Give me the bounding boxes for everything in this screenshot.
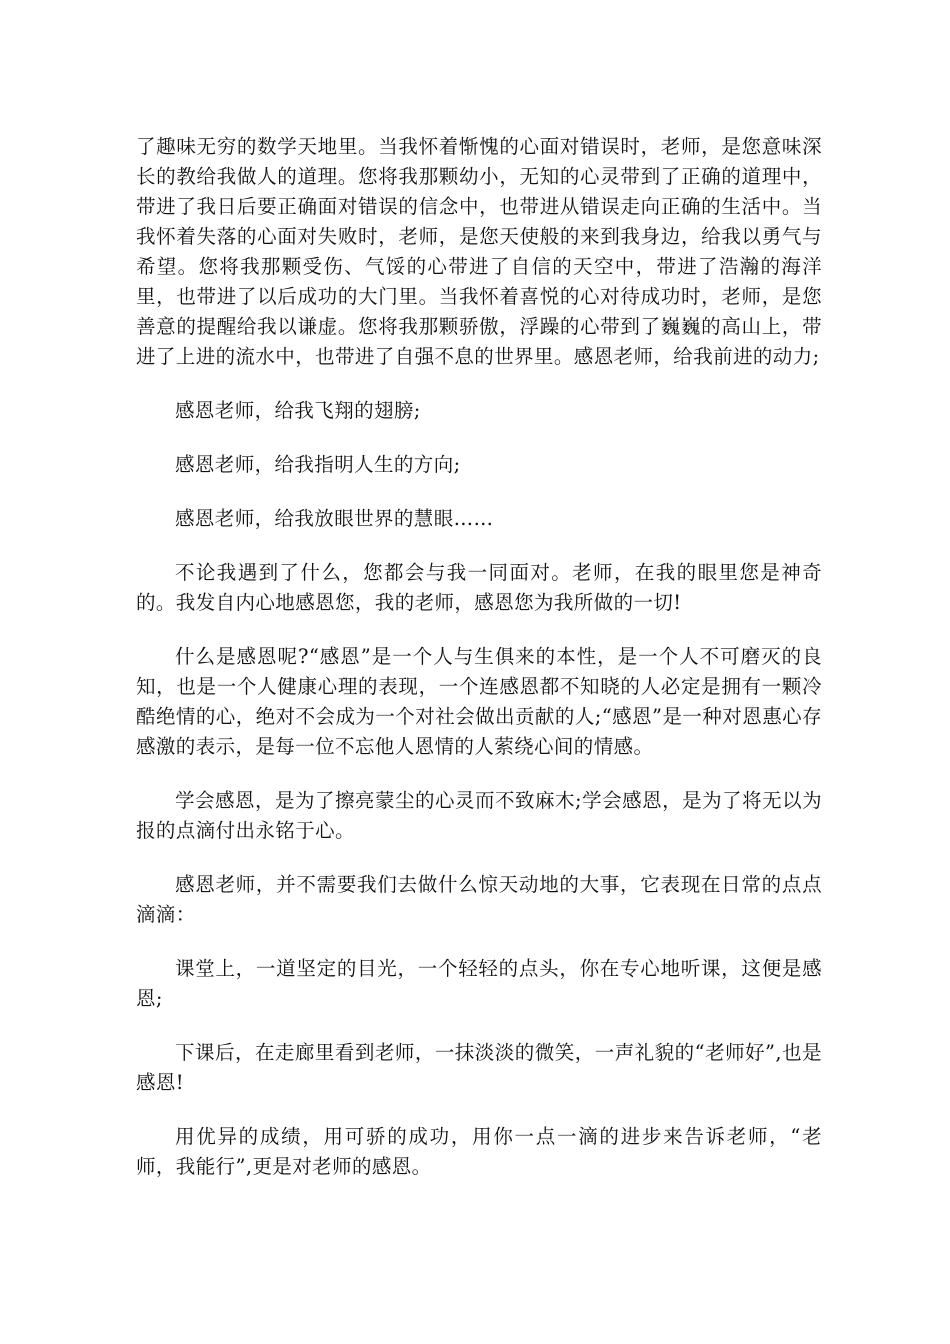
paragraph-2: 感恩老师，给我飞翔的翅膀; [175,399,421,422]
paragraph-8: 感恩老师，并不需要我们去做什么惊天动地的大事，它表现在日常的点点滴滴： [136,873,822,926]
paragraph-3: 感恩老师，给我指明人生的方向; [175,453,461,476]
paragraph-1: 了趣味无穷的数学天地里。当我怀着惭愧的心面对错误时，老师，是您意味深长的教给我做人的道理。您将我那颗幼小，无知的心灵带到了正确的道理中，带进了我日后要正确面对错误的信念中，也带进从错误走向正确的生活中。当我怀着失落的心面对失败时，老师，是您天使般的来到我身边，给我以勇气与希望。您将我那颗受伤、气馁的心带进了自信的天空中，带进了浩瀚的海洋里，也带进了以后成功的大门里。当我怀着喜悦的心对待成功时，老师，是您善意的提醒给我以谦虚。您将我那颗骄傲，浮躁的心带到了巍巍的高山上，带进了上进的流水中，也带进了自强不息的世界里。感恩老师，给我前进的动力; [136,135,822,368]
document-body [136,132,822,1206]
paragraph-7: 学会感恩，是为了擦亮蒙尘的心灵而不致麻木;学会感恩，是为了将无以为报的点滴付出永铭于心。 [136,789,822,842]
paragraph-10: 下课后，在走廊里看到老师，一抹淡淡的微笑，一声礼貌的“老师好”,也是感恩! [136,1041,822,1094]
paragraph-9: 课堂上，一道坚定的目光，一个轻轻的点头，你在专心地听课，这便是感恩; [136,957,822,1010]
paragraph-11: 用优异的成绩，用可骄的成功，用你一点一滴的进步来告诉老师，“老师，我能行”,更是对老师的感恩。 [136,1125,822,1178]
paragraph-5: 不论我遇到了什么，您都会与我一同面对。老师，在我的眼里您是神奇的。我发自内心地感恩您，我的老师，感恩您为我所做的一切! [136,561,822,614]
paragraph-4: 感恩老师，给我放眼世界的慧眼…… [175,507,494,530]
paragraph-6: 什么是感恩呢?“感恩”是一个人与生俱来的本性，是一个人不可磨灭的良知，也是一个人健康心理的表现，一个连感恩都不知晓的人必定是拥有一颗冷酷绝情的心，绝对不会成为一个对社会做出贡献的人;“感恩”是一种对恩惠心存感激的表示，是每一位不忘他人恩情的人萦绕心间的情感。 [136,645,822,758]
